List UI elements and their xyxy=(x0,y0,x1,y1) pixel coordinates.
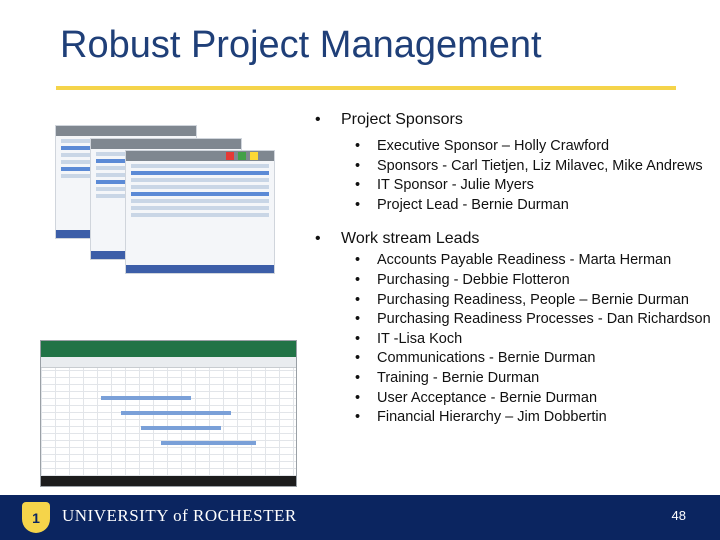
list-item: • Purchasing Readiness Processes - Dan Richardson xyxy=(315,310,715,330)
footer-bar xyxy=(0,495,720,540)
list-item: • Purchasing Readiness, People – Bernie Durman xyxy=(315,291,715,311)
list-item: • Accounts Payable Readiness - Marta Herman xyxy=(315,251,715,271)
section-heading-sponsors: • Project Sponsors xyxy=(315,110,715,130)
list-item: • Purchasing - Debbie Flotteron xyxy=(315,271,715,291)
list-item: • IT Sponsor - Julie Myers xyxy=(315,176,715,196)
list-item: • Communications - Bernie Durman xyxy=(315,349,715,369)
page-number: 48 xyxy=(671,508,686,523)
status-report-page-3 xyxy=(125,150,275,274)
title-underline xyxy=(56,86,676,90)
list-item: • Financial Hierarchy – Jim Dobbertin xyxy=(315,408,715,428)
section-heading-workstreams: • Work stream Leads xyxy=(315,229,715,249)
list-item: • Executive Sponsor – Holly Crawford xyxy=(315,137,715,157)
list-item: • Training - Bernie Durman xyxy=(315,369,715,389)
university-logo: UNIVERSITY of ROCHESTER xyxy=(62,506,297,525)
university-seal-icon: 1 xyxy=(22,502,50,533)
content-bullets xyxy=(315,110,715,428)
list-item: • Sponsors - Carl Tietjen, Liz Milavec, Mike Andrews xyxy=(315,157,715,177)
slide-title: Robust Project Management xyxy=(60,24,542,66)
list-item: • IT -Lisa Koch xyxy=(315,330,715,350)
list-item: • Project Lead - Bernie Durman xyxy=(315,196,715,216)
project-plan-spreadsheet-image xyxy=(40,340,297,487)
list-item: • User Acceptance - Bernie Durman xyxy=(315,389,715,409)
